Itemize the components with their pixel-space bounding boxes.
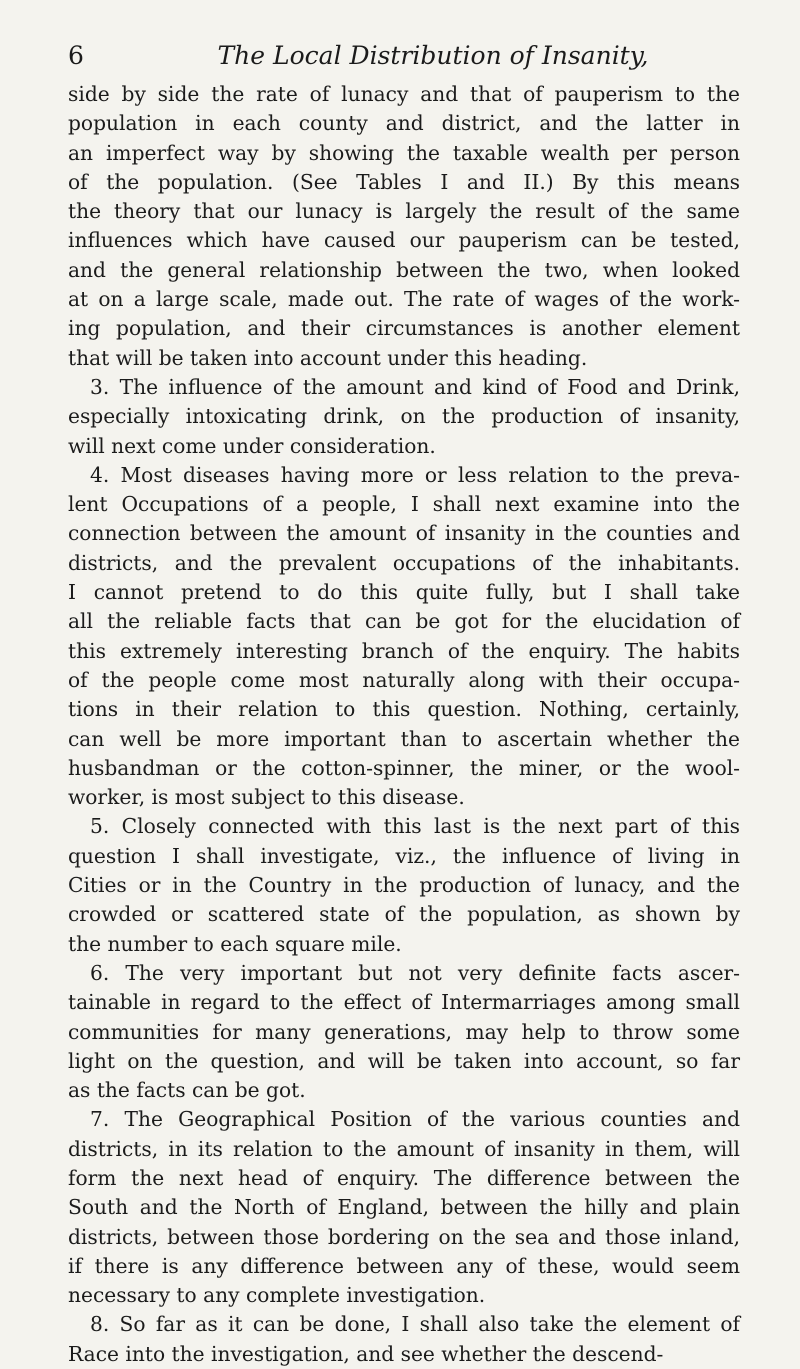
text-line: lent Occupations of a people, I shall next examine into the bbox=[68, 492, 740, 517]
text-line: Race into the investigation, and see whether the descend- bbox=[68, 1341, 664, 1366]
text-line: all the reliable facts that can be got for the elucidation of bbox=[68, 609, 740, 634]
text-line: if there is any difference between any of these, would seem bbox=[68, 1253, 740, 1278]
text-line: districts, between those bordering on the sea and those inland, bbox=[68, 1224, 740, 1249]
text-line: tions in their relation to this question. Nothing, certainly, bbox=[68, 697, 740, 722]
page-header bbox=[68, 36, 738, 76]
text-line: husbandman or the cotton-spinner, the miner, or the wool- bbox=[68, 755, 740, 780]
text-line: this extremely interesting branch of the enquiry. The habits bbox=[68, 638, 740, 663]
text-line: the theory that our lunacy is largely the result of the same bbox=[68, 199, 740, 224]
text-line: crowded or scattered state of the population, as shown by bbox=[68, 902, 740, 927]
text-line: South and the North of England, between the hilly and plain bbox=[68, 1195, 740, 1220]
text-line: of the population. (See Tables I and II.) By this means bbox=[68, 169, 740, 194]
text-line: Cities or in the Country in the production of lunacy, and the bbox=[68, 873, 740, 898]
text-line: an imperfect way by showing the taxable wealth per person bbox=[68, 140, 740, 165]
text-line: 3. The influence of the amount and kind of Food and Drink, bbox=[90, 374, 740, 399]
text-line: I cannot pretend to do this quite fully, but I shall take bbox=[68, 580, 740, 605]
text-line: especially intoxicating drink, on the production of insanity, bbox=[68, 404, 740, 429]
text-line: worker, is most subject to this disease. bbox=[68, 785, 465, 810]
text-line: tainable in regard to the effect of Intermarriages among small bbox=[68, 990, 740, 1015]
text-line: 7. The Geographical Position of the various counties and bbox=[90, 1107, 740, 1132]
text-line: of the people come most naturally along with their occupa- bbox=[68, 667, 740, 692]
text-line: side by side the rate of lunacy and that of pauperism to the bbox=[68, 82, 740, 106]
text-line: at on a large scale, made out. The rate of wages of the work- bbox=[68, 287, 740, 312]
text-line: the number to each square mile. bbox=[68, 931, 402, 956]
text-line: 6. The very important but not very definite facts ascer- bbox=[90, 960, 740, 985]
text-line: form the next head of enquiry. The difference between the bbox=[68, 1165, 740, 1190]
text-line: communities for many generations, may help to throw some bbox=[68, 1019, 740, 1044]
text-line: districts, and the prevalent occupations of the inhabitants. bbox=[68, 550, 740, 575]
text-line: that will be taken into account under this heading. bbox=[68, 345, 588, 370]
text-line: 4. Most diseases having more or less relation to the preva- bbox=[90, 462, 740, 487]
text-line: will next come under consideration. bbox=[68, 433, 436, 458]
text-line: light on the question, and will be taken into account, so far bbox=[68, 1048, 740, 1073]
page-number: 6 bbox=[68, 41, 84, 70]
text-line: 8. So far as it can be done, I shall also take the element of bbox=[90, 1312, 740, 1337]
text-line: ing population, and their circumstances is another element bbox=[68, 316, 740, 341]
body-text bbox=[68, 80, 740, 1369]
text-line: and the general relationship between the two, when looked bbox=[68, 257, 740, 282]
text-line: necessary to any complete investigation. bbox=[68, 1283, 486, 1308]
text-line: influences which have caused our pauperism can be tested, bbox=[68, 228, 740, 253]
text-line: population in each county and district, and the latter in bbox=[68, 111, 740, 136]
text-line: question I shall investigate, viz., the influence of living in bbox=[68, 843, 740, 868]
text-line: connection between the amount of insanity in the counties and bbox=[68, 521, 740, 546]
text-line: as the facts can be got. bbox=[68, 1078, 306, 1103]
text-line: districts, in its relation to the amount of insanity in them, will bbox=[68, 1136, 740, 1161]
text-line: 5. Closely connected with this last is the next part of this bbox=[90, 814, 740, 839]
text-line: can well be more important than to ascertain whether the bbox=[68, 726, 740, 751]
running-title: The Local Distribution of Insanity, bbox=[217, 41, 649, 70]
